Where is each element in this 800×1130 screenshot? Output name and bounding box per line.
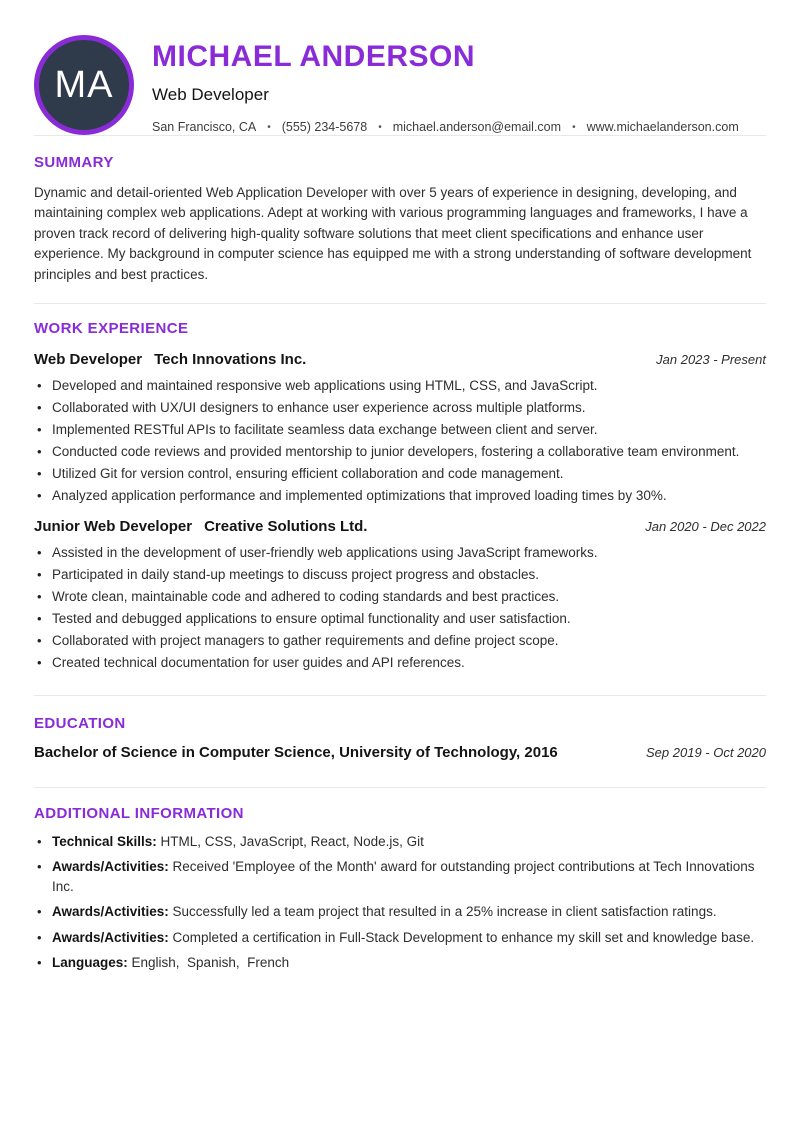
job-entry <box>34 518 766 674</box>
additional-item: • Languages: English, Spanish, French <box>34 953 766 973</box>
additional-item: • Awards/Activities: Successfully led a team project that resulted in a 25% increase in client satisfaction ratings. <box>34 902 766 922</box>
job-bullet: • Analyzed application performance and implemented optimizations that improved loading times by 30%. <box>34 485 766 507</box>
education-dates: Sep 2019 - Oct 2020 <box>646 745 766 760</box>
job-bullet: • Assisted in the development of user-friendly web applications using JavaScript frameworks. <box>34 542 766 564</box>
summary-section <box>34 136 766 303</box>
person-job-title: Web Developer <box>152 84 269 104</box>
contact-separator-dot: • <box>267 121 271 133</box>
additional-item-label: Languages: <box>52 955 128 970</box>
job-bullet: • Wrote clean, maintainable code and adhered to coding standards and best practices. <box>34 586 766 608</box>
contact-item: (555) 234-5678 <box>281 119 368 134</box>
job-bullet: • Tested and debugged applications to ensure optimal functionality and user satisfaction. <box>34 608 766 630</box>
job-header <box>34 351 766 368</box>
job-bullet: • Implemented RESTful APIs to facilitate seamless data exchange between client and server. <box>34 419 766 441</box>
job-bullet-list <box>34 542 766 674</box>
avatar <box>34 35 134 135</box>
additional-information-list <box>34 832 766 973</box>
additional-item-label: Technical Skills: <box>52 833 157 849</box>
additional-item-label: Awards/Activities: <box>52 859 169 874</box>
job-bullet: • Collaborated with UX/UI designers to enhance user experience across multiple platforms. <box>34 397 766 419</box>
job-bullet-list <box>34 375 766 507</box>
person-name: MICHAEL ANDERSON <box>152 40 476 73</box>
additional-information-heading: ADDITIONAL INFORMATION <box>34 805 244 822</box>
job-bullet: • Created technical documentation for user guides and API references. <box>34 652 766 674</box>
job-header <box>34 518 766 535</box>
contact-separator-dot: • <box>378 121 382 133</box>
resume-header <box>34 0 766 135</box>
header-text <box>152 35 739 134</box>
contact-row <box>152 120 739 134</box>
summary-text: Dynamic and detail-oriented Web Application Developer with over 5 years of experience in designing, developing, and maintaining complex web applications. Adept at working with various programming languages and frameworks, I have a proven track record of delivering high-quality software solutions that meet client specifications and enhance user experience. My background in computer science has equipped me with a strong understanding of software development principles and best practices. <box>34 184 752 282</box>
job-dates: Jan 2023 - Present <box>656 351 766 367</box>
education-section <box>34 696 766 788</box>
job-bullet: • Collaborated with project managers to gather requirements and define project scope. <box>34 630 766 652</box>
contact-item: San Francisco, CA <box>152 119 257 134</box>
education-entry <box>34 744 766 761</box>
additional-item: • Technical Skills: HTML, CSS, JavaScript, React, Node.js, Git <box>34 832 766 852</box>
job-title: Junior Web Developer <box>34 517 193 535</box>
job-title: Web Developer <box>34 350 143 368</box>
additional-information-section <box>34 788 766 1009</box>
job-company: Tech Innovations Inc. <box>154 350 307 368</box>
job-bullet: • Participated in daily stand-up meetings to discuss project progress and obstacles. <box>34 564 766 586</box>
additional-item: • Awards/Activities: Completed a certification in Full-Stack Development to enhance my skill set and knowledge base. <box>34 928 766 948</box>
summary-heading: SUMMARY <box>34 154 114 171</box>
job-list <box>34 351 766 674</box>
education-heading: EDUCATION <box>34 714 126 732</box>
job-dates: Jan 2020 - Dec 2022 <box>645 518 766 534</box>
contact-item: michael.anderson@email.com <box>392 119 562 134</box>
additional-item: • Awards/Activities: Received 'Employee of the Month' award for outstanding project contributions at Tech Innovations Inc. <box>34 857 766 896</box>
contact-separator-dot: • <box>572 121 576 133</box>
avatar-initials: MA <box>54 63 114 106</box>
work-experience-heading: WORK EXPERIENCE <box>34 320 189 337</box>
job-company: Creative Solutions Ltd. <box>204 517 368 535</box>
contact-item: www.michaelanderson.com <box>586 119 739 134</box>
education-degree: Bachelor of Science in Computer Science, University of Technology, 2016 <box>34 744 558 761</box>
job-bullet: • Conducted code reviews and provided mentorship to junior developers, fostering a collaborative team environment. <box>34 441 766 463</box>
work-experience-section <box>34 304 766 695</box>
job-entry <box>34 351 766 507</box>
additional-item-label: Awards/Activities: <box>52 929 169 945</box>
additional-item-label: Awards/Activities: <box>52 904 169 919</box>
job-bullet: • Developed and maintained responsive web applications using HTML, CSS, and JavaScript. <box>34 375 766 397</box>
job-bullet: • Utilized Git for version control, ensuring efficient collaboration and code management. <box>34 463 766 485</box>
